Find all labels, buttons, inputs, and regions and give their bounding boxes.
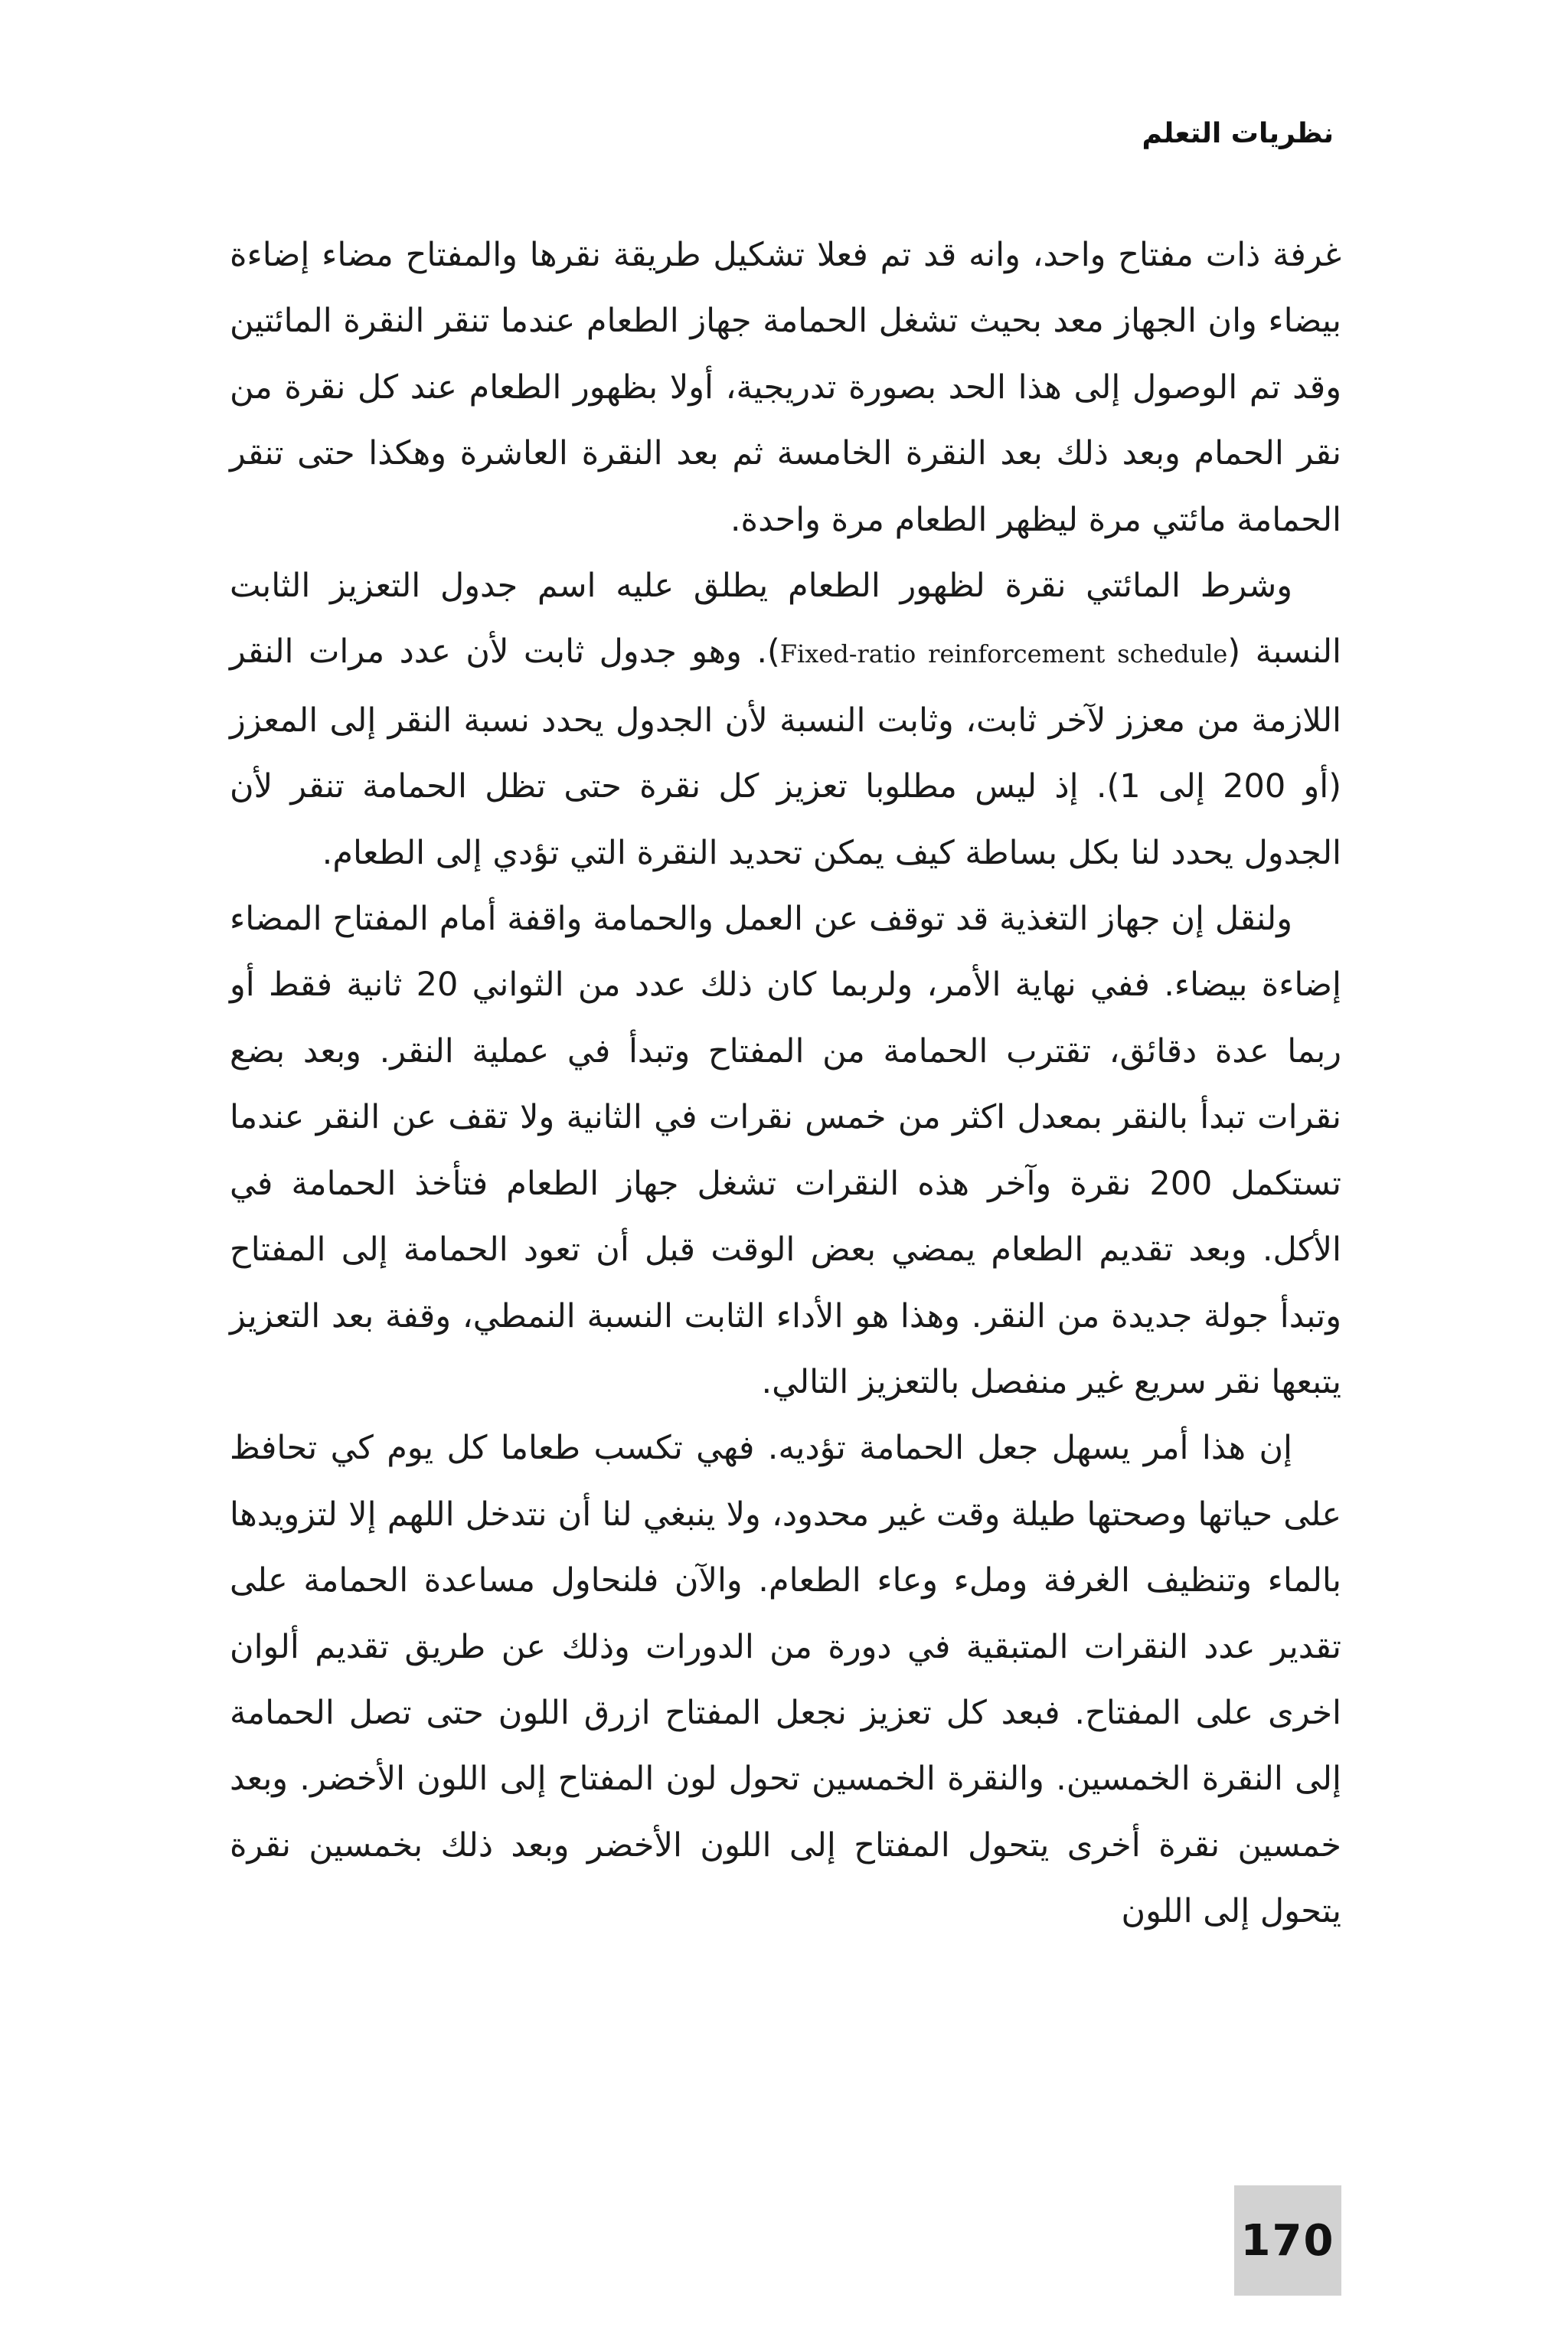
- paragraph-2-text-before: وشرط المائتي نقرة لظهور الطعام يطلق عليه اسم جدول التعزيز الثابت النسبة (: [230, 567, 1342, 672]
- paragraph-1: غرفة ذات مفتاح واحد، وانه قد تم فعلا تشكيل طريقة نقرها والمفتاح مضاء إضاءة بيضاء وان الجهاز معد بحيث تشغل الحمامة جهاز الطعام عندما تنقر النقرة المائتين وقد تم الوصول إلى هذا الحد بصورة تدريجية، أولا بظهور الطعام عند كل نقرة من نقر الحمام وبعد ذلك بعد النقرة الخامسة ثم بعد النقرة العاشرة وهكذا حتى تنقر الحمامة مائتي مرة ليظهر الطعام مرة واحدة.: [230, 236, 1341, 539]
- page-number: 170: [1240, 2215, 1335, 2266]
- running-header: نظريات التعلم: [1142, 118, 1334, 149]
- paragraph-2-text-after: ). وهو جدول ثابت لأن عدد مرات النقر اللازمة من معزز لآخر ثابت، وثابت النسبة لأن الجدول يحدد نسبة النقر إلى المعزز (أو 200 إلى 1). إذ ليس مطلوبا تعزيز كل نقرة حتى تظل الحمامة تنقر لأن الجدول يحدد لنا بكل بساطة كيف يمكن تحديد النقرة التي تؤدي إلى الطعام.: [230, 632, 1342, 872]
- body-text: [230, 222, 1341, 1945]
- page-number-box: [1234, 2185, 1341, 2296]
- paragraph-3: ولنقل إن جهاز التغذية قد توقف عن العمل والحمامة واقفة أمام المفتاح المضاء إضاءة بيضاء. ففي نهاية الأمر، ولربما كان ذلك عدد من الثواني 20 ثانية فقط أو ربما عدة دقائق، تقترب الحمامة من المفتاح وتبدأ في عملية النقر. وبعد بضع نقرات تبدأ بالنقر بمعدل اكثر من خمس نقرات في الثانية ولا تقف عن النقر عندما تستكمل 200 نقرة وآخر هذه النقرات تشغل جهاز الطعام فتأخذ الحمامة في الأكل. وبعد تقديم الطعام يمضي بعض الوقت قبل أن تعود الحمامة إلى المفتاح وتبدأ جولة جديدة من النقر. وهذا هو الأداء الثابت النسبة النمطي، وقفة بعد التعزيز يتبعها نقر سريع غير منفصل بالتعزيز التالي.: [230, 900, 1341, 1401]
- paragraph-2-latin-term: Fixed-ratio reinforcement schedule: [779, 639, 1228, 669]
- paragraph-2: [230, 553, 1341, 886]
- paragraph-4: إن هذا أمر يسهل جعل الحمامة تؤديه. فهي تكسب طعاما كل يوم كي تحافظ على حياتها وصحتها طيلة وقت غير محدود، ولا ينبغي لنا أن نتدخل اللهم إلا لتزويدها بالماء وتنظيف الغرفة وملء وعاء الطعام. والآن فلنحاول مساعدة الحمامة على تقدير عدد النقرات المتبقية في دورة من الدورات وذلك عن طريق تقديم ألوان اخرى على المفتاح. فبعد كل تعزيز نجعل المفتاح ازرق اللون حتى تصل الحمامة إلى النقرة الخمسين. والنقرة الخمسين تحول لون المفتاح إلى اللون الأخضر. وبعد خمسين نقرة أخرى يتحول المفتاح إلى اللون الأخضر وبعد ذلك بخمسين نقرة يتحول إلى اللون: [230, 1429, 1341, 1931]
